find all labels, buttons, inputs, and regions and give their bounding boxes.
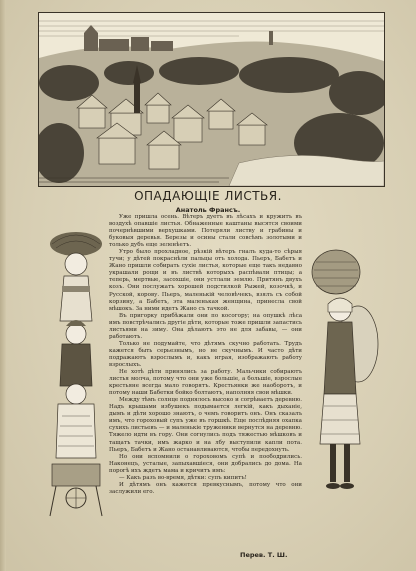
paragraph: Только не подумайте, что дѣтямъ скучно работать. Трудъ кажется быть серьезнымъ, но не скучнымъ. И часто дѣти подражаютъ взрослымъ и, какъ играя, изображаютъ работу взрослыхъ.: [109, 340, 302, 368]
paragraph: Въ пригорку прибѣжали они по косогору; на опушкѣ лѣса имъ повстрѣчались другіе дѣти, которые тоже пришли запастись листьями на зиму. Она дѣлаютъ это не для забавы, — они работаютъ.: [109, 312, 302, 340]
children-carrying-leaves-illustration: [42, 226, 110, 518]
paragraph: Не хотѣ дѣти принялись за работу. Мальчики собираютъ листья молча, потому что они уже большіе, а большіе, взрослые крестьяне всегда мало говорятъ. Крестьянки же наоборотъ, и потому наши Бабетки бойко болтаютъ, наполняя свои мѣшки.: [109, 369, 302, 397]
paragraph: Между тѣмъ солнце поднялось высоко и согрѣваетъ деревню. Надъ крышами избушекъ подымается легкій, какъ дыханіе, дымъ и дѣти хорошо знаютъ, о чемъ говоритъ онъ. Онъ сказалъ имъ, что гороховый супъ уже въ горшкѣ. Еще послѣдняя охапка сухихъ листьевъ — и маленькіе труженики вернутся на деревню. Тяжело идти въ гору. Они согнулись подъ тяжестью мѣшковъ и тащатъ тачки, имъ жарко и на лбу выступили капли пота. Пьеръ, Бабетъ и Жано останавливаются, чтобы передохнуть.: [109, 397, 302, 453]
town-landscape-illustration: [38, 12, 385, 187]
article-body: [109, 214, 302, 496]
paragraph: Уже пришла осень. Вѣтеръ дуетъ въ лѣсахъ и кружитъ въ воздухѣ опавшіе листья. Обнаженные каштаны высятся своими почернѣвшими верхушками. Потеряли листву и грабины и буковыя деревья. Березы и осины стали совсѣмъ золотыми и только дубъ еще зеленѣетъ.: [109, 214, 302, 249]
page-spine: [0, 0, 6, 571]
child-with-sack-illustration: [306, 244, 380, 496]
translator-credit: Перев. Т. Ш.: [240, 551, 288, 559]
paragraph: Утро было прохладное, рѣзкій вѣтеръ гналъ куда-то сѣрыя тучи; у дѣтей покраснѣли пальцы отъ холода. Пьеръ, Бабетъ и Жано пришли собирать сухіе листья, которые еще такъ недавно украшали рощи и въ листвѣ которыхъ распѣвали птицы; а теперь, мертвые, засохшіе, они устлали землю. Притянъ двухъ козъ. Они послужатъ хорошей подстилкой Рыжей, козочкѣ, и Русской, корову. Пьеръ, маленькій человѣчекъ, взялъ съ собой корзину, а Бабетъ, эта маленькая женщина, принесла свой мѣшокъ. За ними идетъ Жано съ тачкой.: [109, 249, 302, 312]
article-title: ОПАДАЮЩІЕ ЛИСТЬЯ.: [134, 189, 282, 203]
paragraph: Но они вспомнили о гороховомъ супѣ и поободрились. Наконецъ, усталые, запыхавшіеся, они добрались до дома. На порогѣ ихъ ждетъ мама и кричитъ имъ:: [109, 453, 302, 474]
article-author: Анатоль Франсъ.: [175, 206, 241, 214]
paragraph: — Какъ разъ во-время, дѣтки: супъ кипитъ!: [119, 474, 247, 481]
paragraph: И дѣтямъ онъ кажется превкуснымъ, потому что они заслужили его.: [109, 481, 302, 495]
